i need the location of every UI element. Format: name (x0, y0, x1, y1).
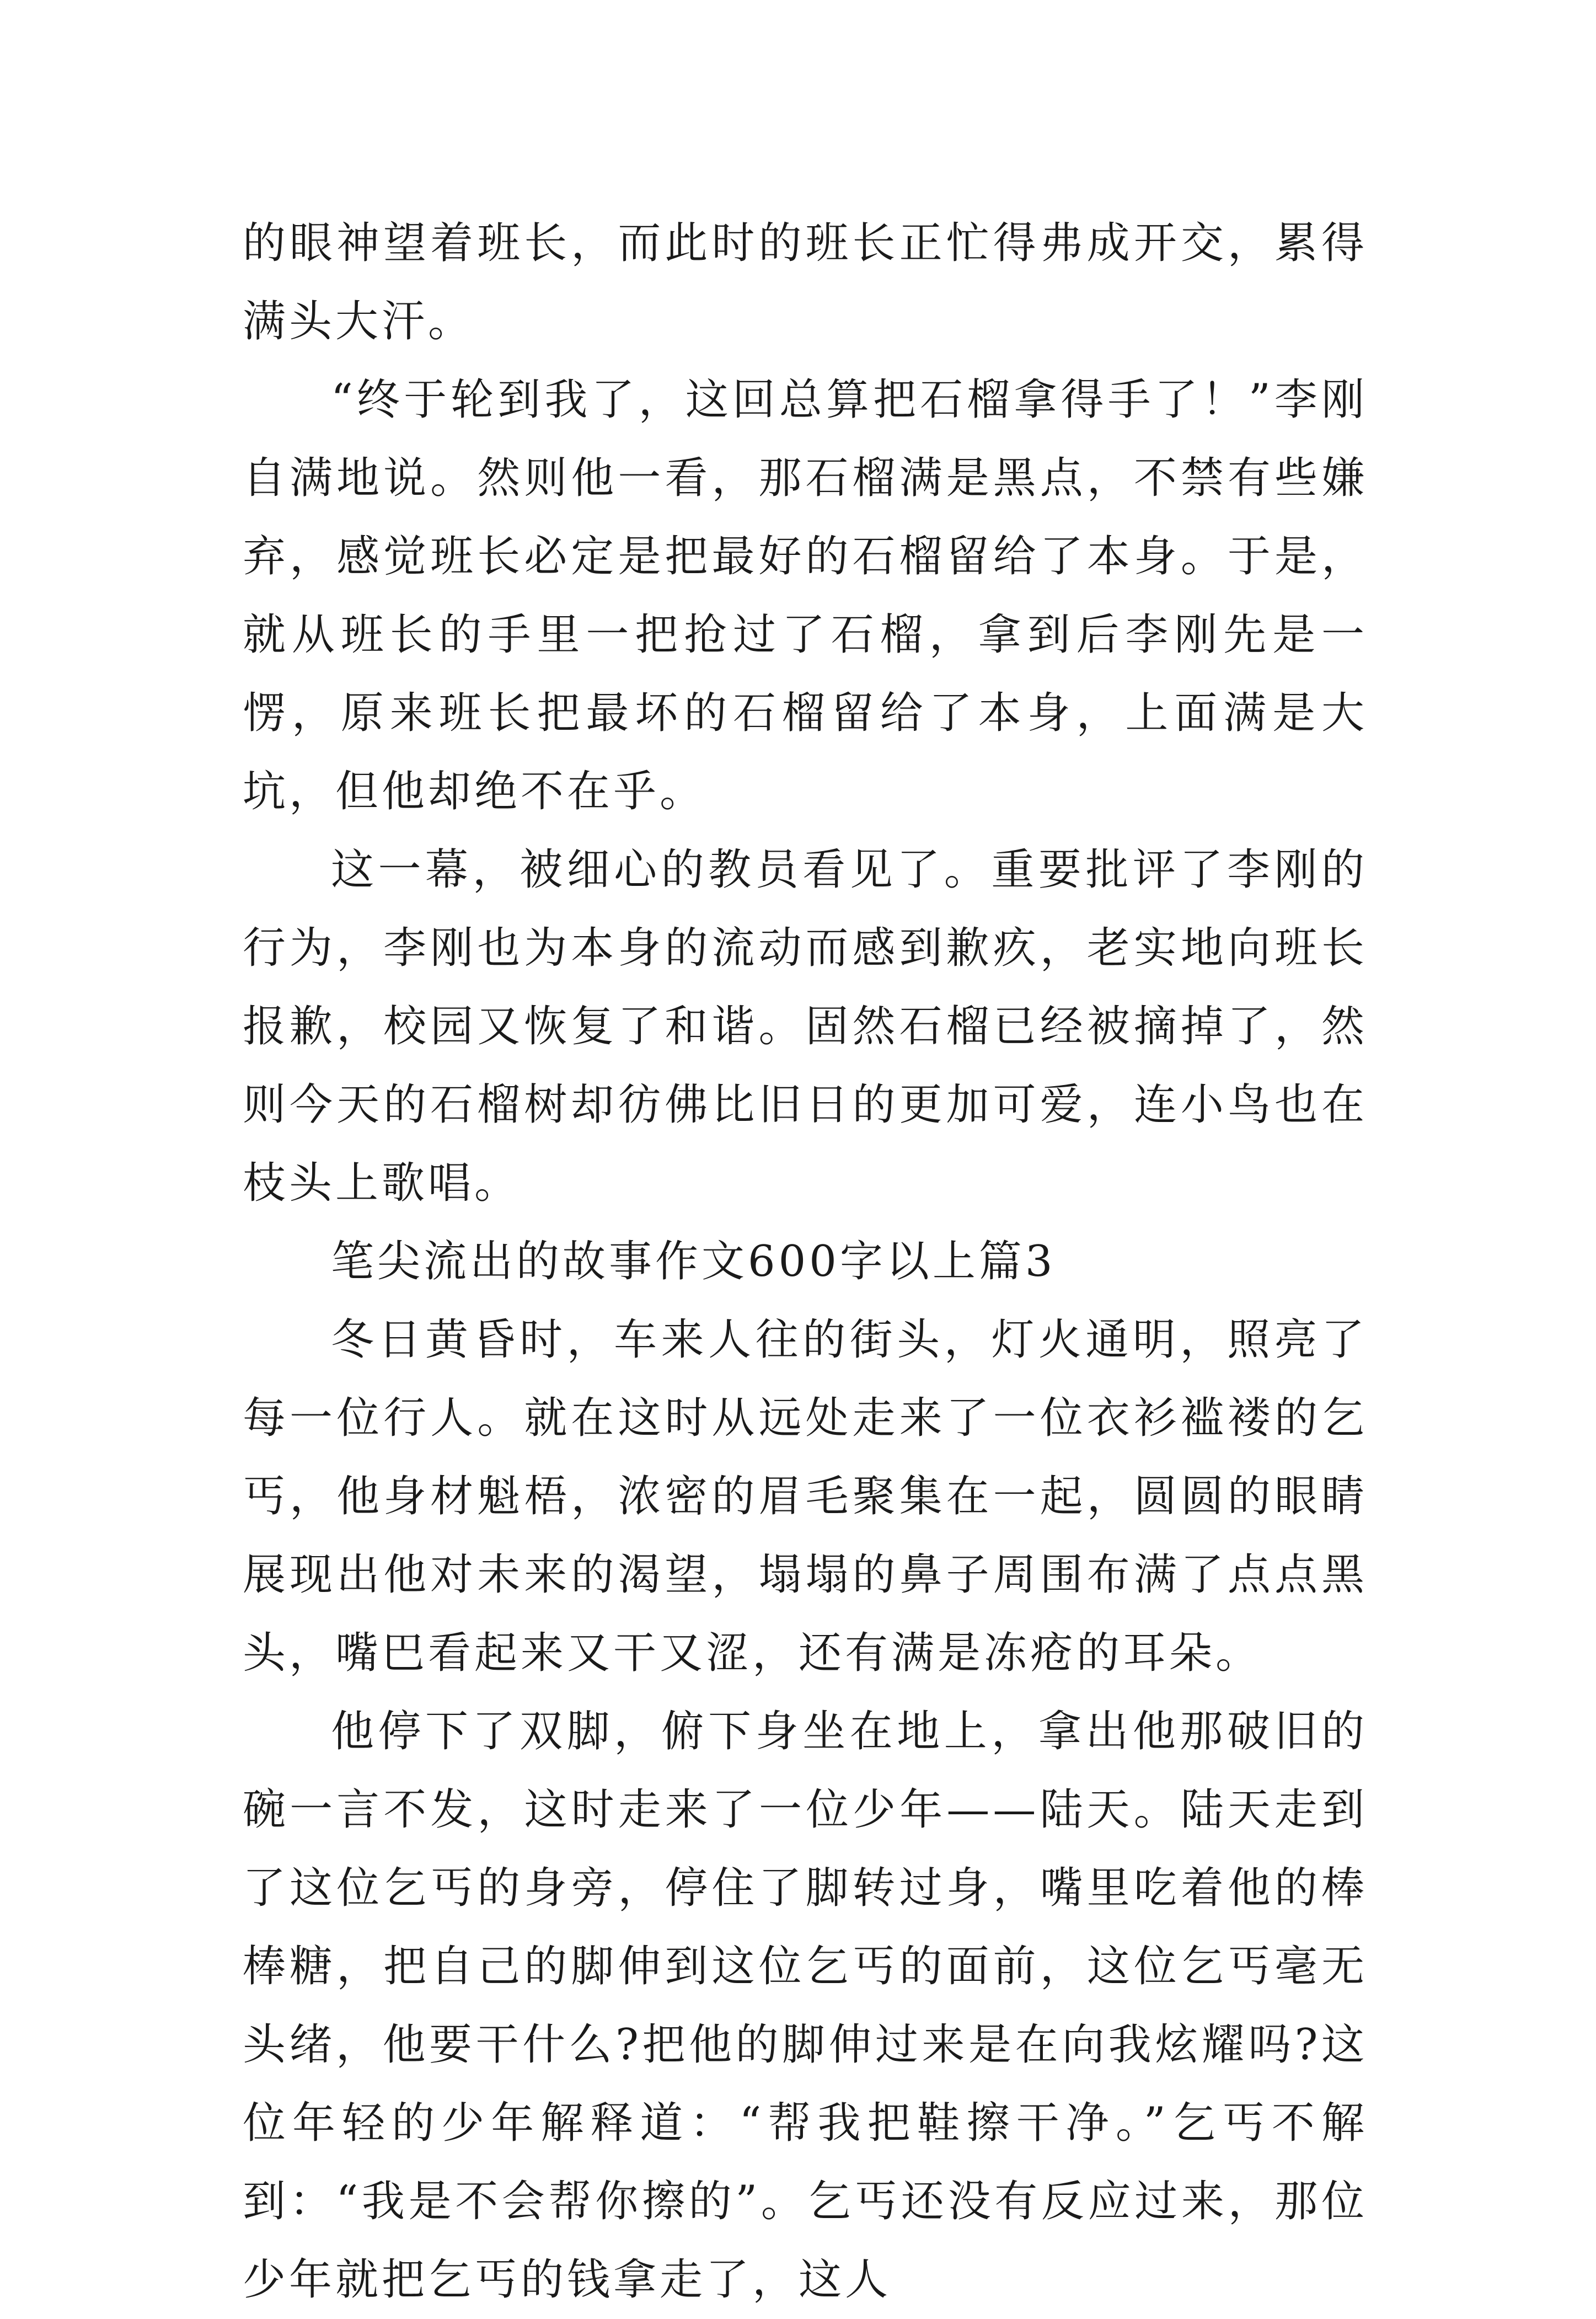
paragraph-2: “终于轮到我了，这回总算把石榴拿得手了！”李刚自满地说。然则他一看，那石榴满是黑点，不禁有些嫌弃，感觉班长必定是把最好的石榴留给了本身。于是，就从班长的手里一把抢过了石榴，拿到后李刚先是一愣，原来班长把最坏的石榴留给了本身，上面满是大坑，但他却绝不在乎。 (243, 375, 1368, 816)
section-heading: 笔尖流出的故事作文600字以上篇3 (331, 1237, 1056, 1286)
paragraph-4: 冬日黄昏时，车来人往的街头，灯火通明，照亮了每一位行人。就在这时从远处走来了一位衣衫褴褛的乞丐，他身材魁梧，浓密的眉毛聚集在一起，圆圆的眼睛展现出他对未来的渴望，塌塌的鼻子周围布满了点点黑头，嘴巴看起来又干又涩，还有满是冻疮的耳朵。 (243, 1315, 1368, 1678)
paragraph-5: 他停下了双脚，俯下身坐在地上，拿出他那破旧的碗一言不发，这时走来了一位少年——陆天。陆天走到了这位乞丐的身旁，停住了脚转过身，嘴里吃着他的棒棒糖，把自己的脚伸到这位乞丐的面前，这位乞丐毫无头绪，他要干什么?把他的脚伸过来是在向我炫耀吗?这位年轻的少年解释道：“帮我把鞋擦干净。”乞丐不解到：“我是不会帮你擦的”。乞丐还没有反应过来，那位少年就把乞丐的钱拿走了，这人 (243, 1707, 1368, 2305)
paragraph-3: 这一幕，被细心的教员看见了。重要批评了李刚的行为，李刚也为本身的流动而感到歉疚，老实地向班长报歉，校园又恢复了和谐。固然石榴已经被摘掉了，然则今天的石榴树却彷佛比旧日的更加可爱，连小鸟也在枝头上歌唱。 (243, 845, 1368, 1208)
document-body (243, 204, 1368, 2319)
paragraph-1: 的眼神望着班长，而此时的班长正忙得弗成开交，累得满头大汗。 (243, 218, 1368, 346)
